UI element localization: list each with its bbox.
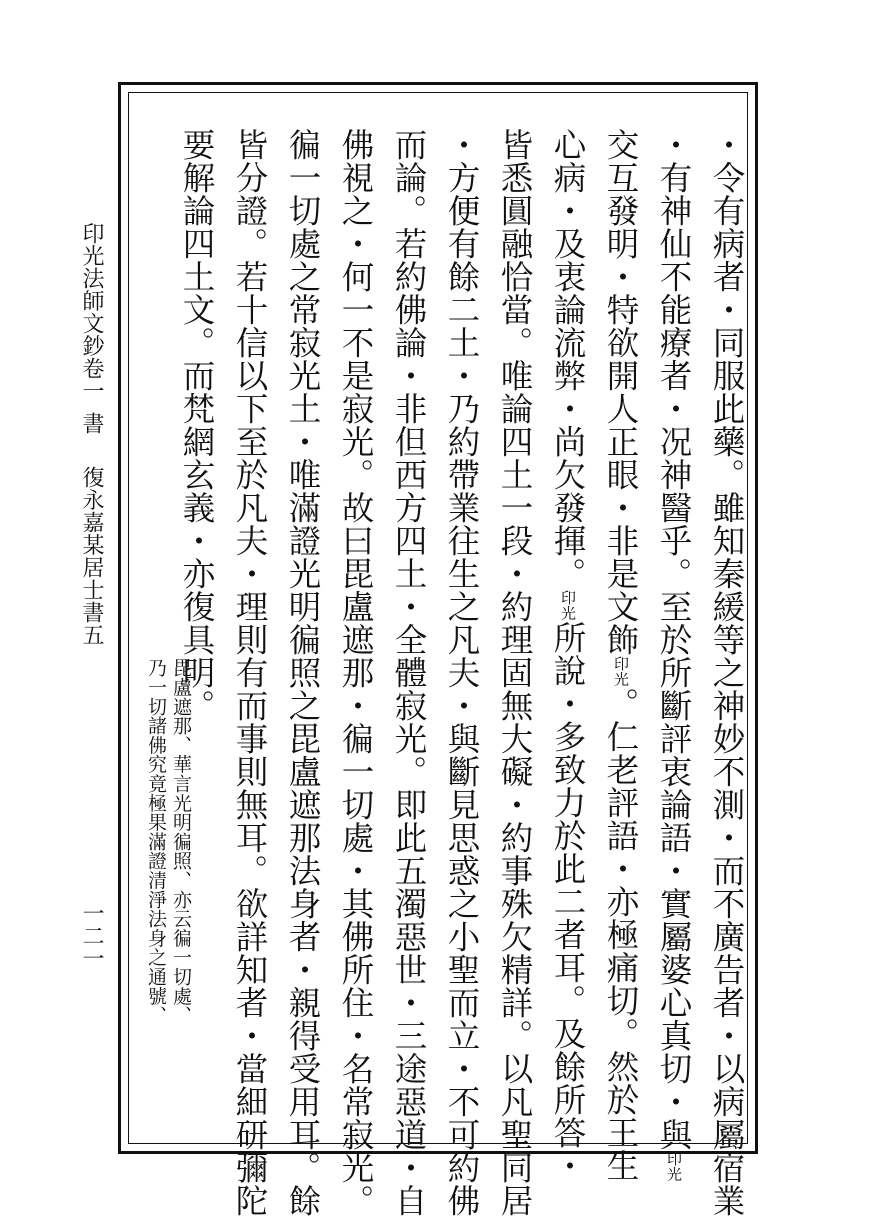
column-text: ・方便有餘二土・乃約帶業往生之凡夫・與斷見思惑之小聖而立・不可約佛 xyxy=(443,128,481,1217)
column-text: ・令有病者・同服此藥。雖知秦緩等之神妙不測・而不廣告者・以病屬宿業 xyxy=(708,128,746,1217)
column-text: 交互發明・特欲開人正眼・非是文飾 xyxy=(602,128,640,656)
column-text: 徧一切處之常寂光土・唯滿證光明徧照之毘盧遮那法身者・親得受用耳。餘 xyxy=(284,128,322,1217)
column-text-after: 。仁老評語・亦極痛切。然於王生 xyxy=(602,687,640,1182)
text-column-8 xyxy=(332,128,375,1217)
column-text-after: 所說・多致力於此二者耳。及餘所答・ xyxy=(549,621,587,1182)
text-column-10 xyxy=(226,128,269,1217)
text-column-3 xyxy=(597,128,640,1182)
text-column-7 xyxy=(385,128,428,1217)
text-column-1 xyxy=(703,128,746,1217)
text-column-4 xyxy=(544,128,587,1182)
inline-note-yinguang: 印光 xyxy=(559,590,577,621)
text-column-6 xyxy=(438,128,481,1217)
column-text: 心病・及衷論流弊・尚欠發揮。 xyxy=(549,128,587,590)
letter-title: 復永嘉某居士書五 xyxy=(79,466,104,646)
book-title: 印光法師文鈔卷一 xyxy=(79,222,104,402)
column-text: ・有神仙不能療者・况神醫乎。至於所斷評衷論語・實屬婆心真切・與 xyxy=(655,128,693,1151)
text-column-11 xyxy=(173,128,216,722)
text-column-5 xyxy=(491,128,534,1217)
annotation-line-2: 乃一切諸佛究竟極果滿證清淨法身之通號、 xyxy=(145,658,167,1025)
inline-note-yinguang: 印光 xyxy=(665,1151,683,1182)
column-text: 皆分證。若十信以下至於凡夫・理則有而事則無耳。欲詳知者・當細研彌陀 xyxy=(231,128,269,1217)
column-text: 皆悉圓融恰當。唯論四土一段・約理固無大礙・約事殊欠精詳。以凡聖同居 xyxy=(496,128,534,1217)
annotation-line-1: 毘盧遮那、華言光明徧照、亦云徧一切處、 xyxy=(170,658,192,1025)
text-column-9 xyxy=(279,128,322,1217)
inline-note-yinguang: 印光 xyxy=(612,656,630,687)
section-label: 書 xyxy=(79,412,104,435)
column-text: 佛視之・何一不是寂光。故曰毘盧遮那・徧一切處・其佛所住・名常寂光。 xyxy=(337,128,375,1217)
text-column-2 xyxy=(650,128,693,1182)
column-text: 而論。若約佛論・非但西方四土・全體寂光。即此五濁惡世・三途惡道・自 xyxy=(390,128,428,1217)
page-number: 一二一 xyxy=(79,902,104,970)
column-text: 要解論四土文。而梵網玄義・亦復具明。 xyxy=(178,128,216,722)
